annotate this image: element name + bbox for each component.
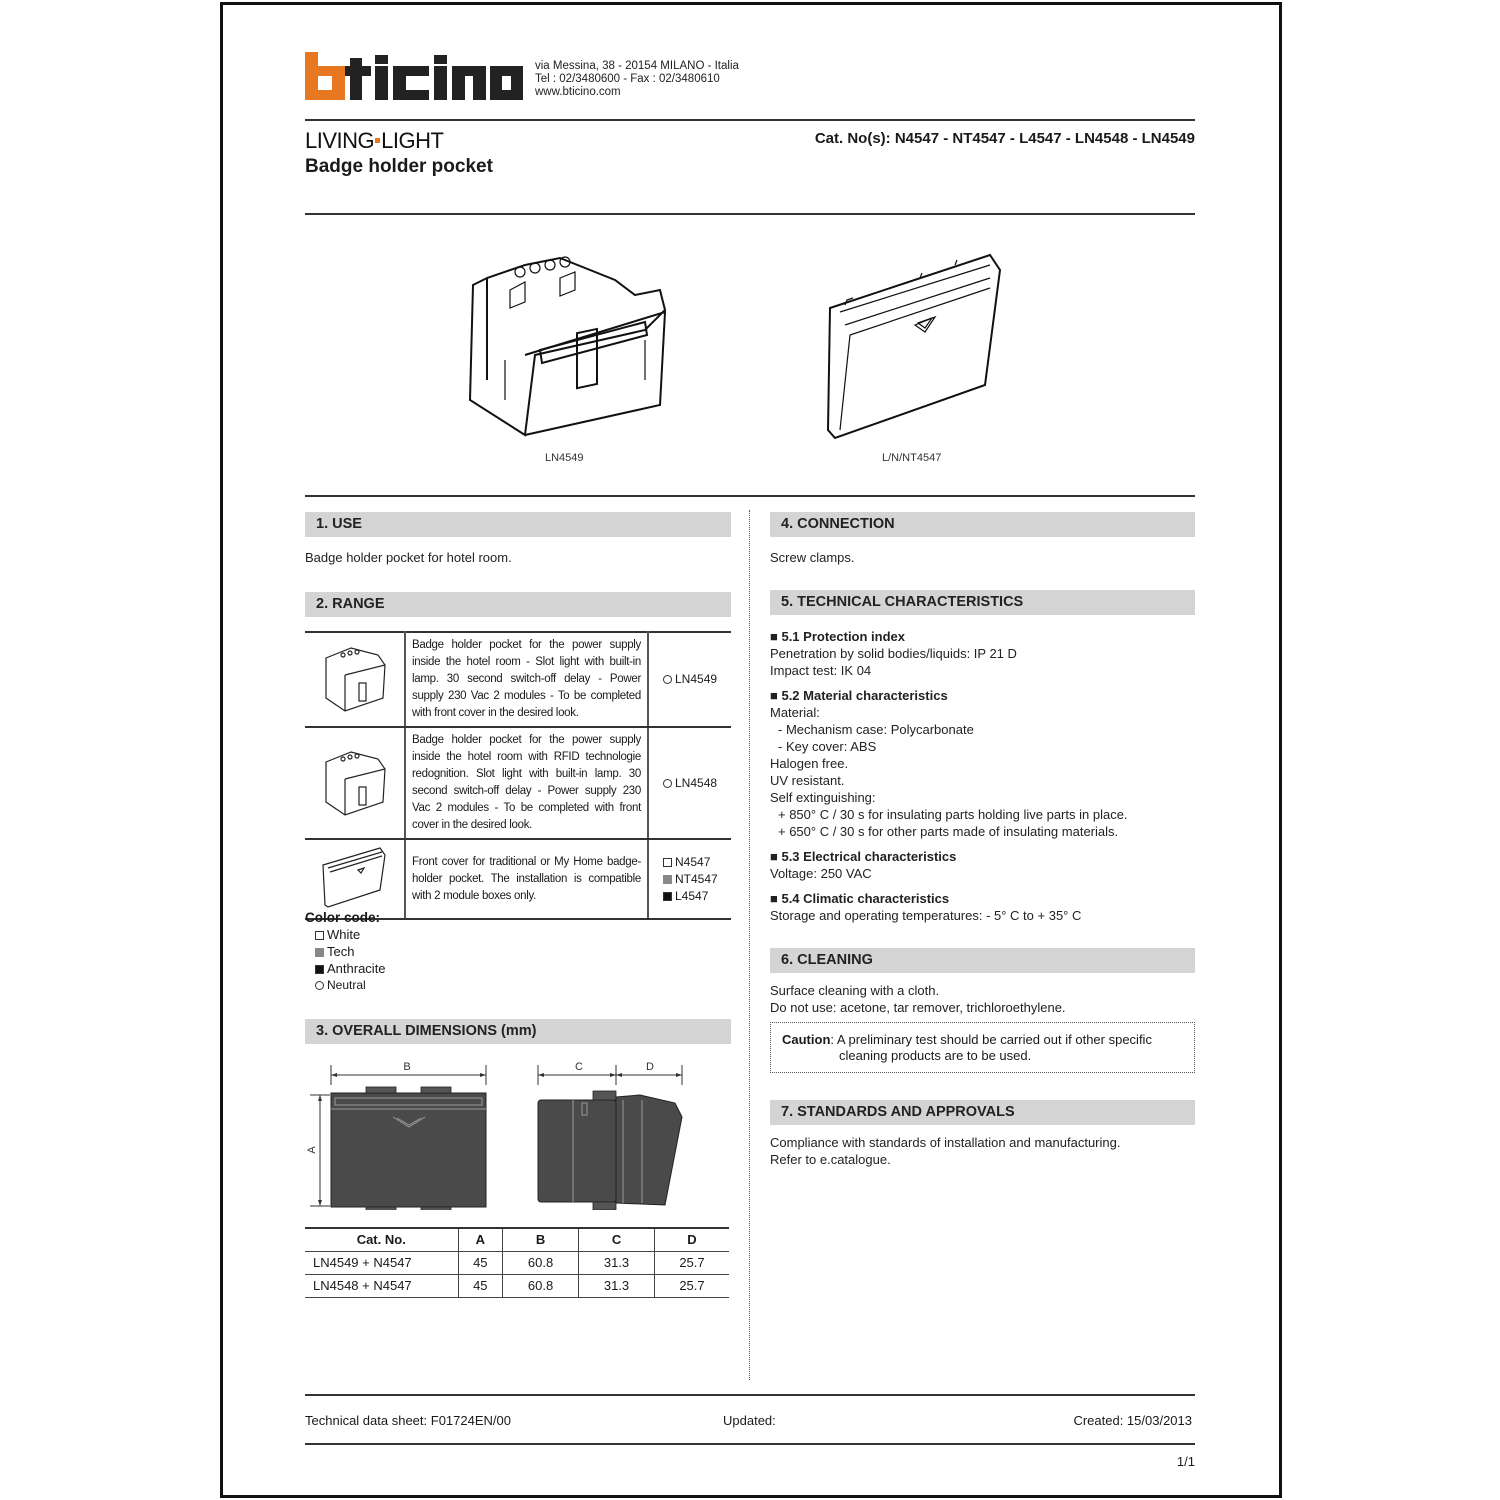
cell-c: 31.3 [579, 1274, 655, 1297]
tech-line: Halogen free. [770, 756, 849, 771]
cleaning-line: Surface cleaning with a cloth. [770, 983, 940, 998]
standards-line: Refer to e.catalogue. [770, 1152, 891, 1167]
column-header: Cat. No. [305, 1228, 458, 1251]
range-code [663, 671, 731, 688]
column-header: A [458, 1228, 503, 1251]
cell-c: 31.3 [579, 1251, 655, 1274]
cleaning-text [770, 982, 1066, 1016]
section-heading-connection: 4. CONNECTION [770, 512, 1195, 537]
mechanism-thumbnail-icon [323, 643, 387, 713]
dimensions-table [305, 1227, 729, 1298]
anthracite-swatch-icon [663, 892, 672, 901]
range-table [305, 631, 731, 920]
updated-date: Updated: [723, 1413, 776, 1428]
connection-text: Screw clamps. [770, 550, 855, 565]
phone-fax-line: Tel : 02/3480600 - Fax : 02/3480610 [535, 73, 720, 85]
color-label: Anthracite [327, 961, 386, 976]
standards-line: Compliance with standards of installation and manufacturing. [770, 1135, 1121, 1150]
page-number: 1/1 [1176, 1454, 1195, 1469]
white-swatch-icon [315, 931, 324, 940]
range-row [305, 632, 731, 727]
cleaning-line: Do not use: acetone, tar remover, trichloroethylene. [770, 1000, 1066, 1015]
cell-cat-no: LN4548 + N4547 [305, 1274, 458, 1297]
created-date: Created: 15/03/2013 [1073, 1413, 1192, 1428]
caution-text: : A preliminary test should be carried out if other specific [830, 1032, 1152, 1047]
dimensions-diagram-icon [300, 1055, 740, 1210]
company-address [535, 60, 739, 99]
climatic-title: 5.4 Climatic characteristics [781, 891, 950, 906]
section-heading-cleaning: 6. CLEANING [770, 948, 1195, 973]
section-heading-technical: 5. TECHNICAL CHARACTERISTICS [770, 590, 1195, 615]
code-label: N4547 [675, 854, 711, 869]
series-right: LIGHT [381, 128, 444, 153]
address-line: via Messina, 38 - 20154 MILANO - Italia [535, 60, 739, 72]
product-caption-cover: L/N/NT4547 [882, 452, 942, 464]
table-row [305, 1251, 729, 1274]
caution-box [770, 1022, 1195, 1073]
bticino-logo [305, 52, 523, 102]
section-heading-dimensions: 3. OVERALL DIMENSIONS (mm) [305, 1019, 731, 1044]
tech-line: Material: [770, 705, 820, 720]
code-label: L4547 [675, 888, 709, 903]
dim-label-a: A [306, 1146, 318, 1154]
range-row [305, 727, 731, 839]
series-name [305, 128, 443, 154]
tech-line: + 850° C / 30 s for insulating parts holding live parts in place. [778, 807, 1128, 822]
anthracite-swatch-icon [315, 965, 324, 974]
cover-thumbnail-icon [320, 845, 390, 910]
color-code-item [305, 926, 386, 943]
footer-bottom-divider [305, 1443, 1195, 1445]
website-line: www.bticino.com [535, 86, 621, 98]
technical-characteristics [770, 628, 1195, 924]
front-cover-drawing-icon [825, 250, 1005, 440]
page-title: Badge holder pocket [305, 156, 493, 177]
sheet-number: Technical data sheet: F01724EN/00 [305, 1413, 511, 1428]
tech-swatch-icon [315, 948, 324, 957]
color-code-label: Color code: [305, 910, 381, 925]
neutral-swatch-icon [663, 675, 672, 684]
range-code [663, 888, 731, 905]
tech-line: Impact test: IK 04 [770, 663, 872, 678]
range-code [663, 854, 731, 871]
table-row [305, 1274, 729, 1297]
title-divider [305, 213, 1195, 215]
neutral-swatch-icon [663, 779, 672, 788]
series-dot-icon [375, 138, 380, 143]
caution-label: Caution [782, 1032, 831, 1047]
cell-b: 60.8 [503, 1274, 579, 1297]
tech-swatch-icon [663, 875, 672, 884]
tech-line: Storage and operating temperatures: - 5° C to + 35° C [770, 908, 1082, 923]
standards-text [770, 1134, 1120, 1168]
series-left: LIVING [305, 128, 375, 153]
cell-a: 45 [458, 1251, 503, 1274]
column-header: C [579, 1228, 655, 1251]
dimensions-header-row [305, 1228, 729, 1251]
tech-line: UV resistant. [770, 773, 845, 788]
range-code [663, 775, 731, 792]
electrical-title: 5.3 Electrical characteristics [781, 849, 957, 864]
color-label: White [327, 927, 361, 942]
range-row-codes [648, 727, 731, 839]
tech-line: - Mechanism case: Polycarbonate [778, 722, 974, 737]
section-heading-standards: 7. STANDARDS AND APPROVALS [770, 1100, 1195, 1125]
column-divider [749, 510, 750, 1380]
use-text: Badge holder pocket for hotel room. [305, 550, 512, 565]
section-heading-range: 2. RANGE [305, 592, 731, 617]
color-label: Neutral [327, 978, 366, 992]
range-row [305, 839, 731, 919]
range-row-image [305, 632, 405, 727]
column-header: B [503, 1228, 579, 1251]
subsection-title: ■ 5.3 Electrical characteristics [770, 849, 957, 864]
tech-line: + 650° C / 30 s for other parts made of insulating materials. [778, 824, 1119, 839]
tech-line: Voltage: 250 VAC [770, 866, 872, 881]
code-label: LN4548 [675, 775, 718, 790]
product-caption-mechanism: LN4549 [545, 452, 584, 464]
color-label: Tech [327, 944, 355, 959]
range-row-codes [648, 839, 731, 919]
catalog-numbers: Cat. No(s): N4547 - NT4547 - L4547 - LN4548 - LN4549 [814, 130, 1195, 147]
color-code-item [305, 943, 386, 960]
column-header: D [654, 1228, 729, 1251]
range-row-description: Badge holder pocket for the power supply inside the hotel room - Slot light with built-in lamp. 30 second switch-off delay - Power supply 230 Vac 2 modules - To be completed with front cover in the desired look. [405, 632, 648, 727]
caution-text-continued: cleaning products are to be used. [839, 1048, 1032, 1063]
dim-label-d: D [646, 1061, 654, 1073]
color-code-item [305, 977, 386, 994]
tech-line: Self extinguishing: [770, 790, 876, 805]
cell-cat-no: LN4549 + N4547 [305, 1251, 458, 1274]
protection-index-title: 5.1 Protection index [781, 629, 906, 644]
range-code [663, 871, 731, 888]
material-title: 5.2 Material characteristics [781, 688, 948, 703]
mechanism-drawing-icon [465, 250, 670, 440]
subsection-title: ■ 5.2 Material characteristics [770, 688, 948, 703]
range-row-image [305, 839, 405, 919]
tech-line: Penetration by solid bodies/liquids: IP 21 D [770, 646, 1017, 661]
mechanism-thumbnail-icon [323, 747, 387, 817]
cell-d: 25.7 [654, 1251, 729, 1274]
white-swatch-icon [663, 858, 672, 867]
header-divider [305, 119, 1195, 121]
range-row-codes [648, 632, 731, 727]
color-code-legend [305, 909, 386, 994]
range-row-description: Badge holder pocket for the power supply inside the hotel room with RFID technologie redognition. Slot light with built-in lamp. 30 second switch-off delay - Power supply 230 Vac 2 modules - To be completed with front cover in the desired look. [405, 727, 648, 839]
dim-label-c: C [575, 1061, 583, 1073]
subsection-title: ■ 5.4 Climatic characteristics [770, 891, 950, 906]
footer-top-divider [305, 1394, 1195, 1396]
cell-d: 25.7 [654, 1274, 729, 1297]
cell-b: 60.8 [503, 1251, 579, 1274]
tech-line: - Key cover: ABS [778, 739, 877, 754]
section-heading-use: 1. USE [305, 512, 731, 537]
dim-label-b: B [403, 1061, 411, 1073]
color-code-item [305, 960, 386, 977]
code-label: LN4549 [675, 672, 718, 686]
code-label: NT4547 [675, 871, 718, 886]
subsection-title: ■ 5.1 Protection index [770, 629, 906, 644]
range-row-description: Front cover for traditional or My Home badge-holder pocket. The installation is compatible with 2 module boxes only. [405, 839, 648, 919]
cell-a: 45 [458, 1274, 503, 1297]
range-row-image [305, 727, 405, 839]
content-divider [305, 495, 1195, 497]
neutral-swatch-icon [315, 981, 324, 990]
